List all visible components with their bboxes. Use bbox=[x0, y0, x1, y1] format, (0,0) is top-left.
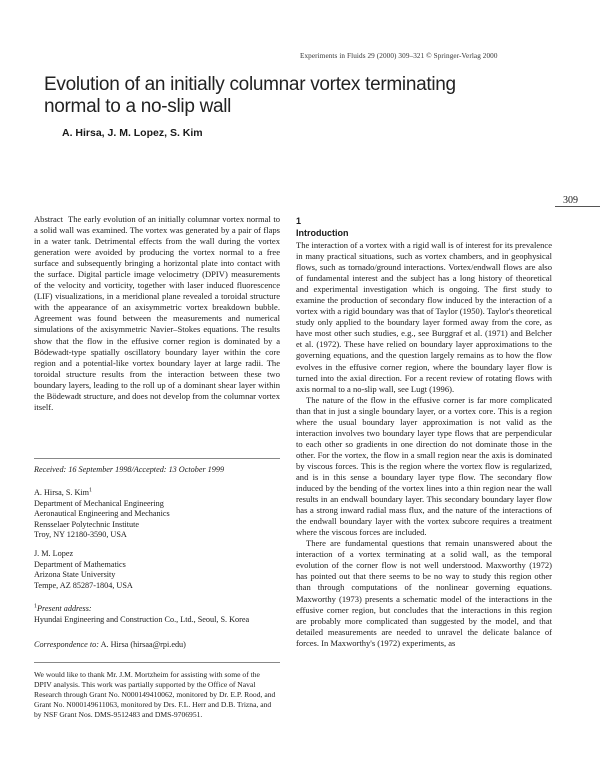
correspondence-text: A. Hirsa (hirsaa@rpi.edu) bbox=[100, 640, 186, 649]
affiliation-1-line: Troy, NY 12180-3590, USA bbox=[34, 530, 127, 540]
affiliation-1-sup: 1 bbox=[89, 487, 93, 494]
paragraph: The interaction of a vortex with a rigid wall is of interest for its prevalence in many practical situations, such as vortex chambers, and in geophysical flows, such as tornado/ground interactions. Vortex/endwall flows are also of fundamental interest and the subject has a long history of theoretical and experimental investigation which is ongoing. The first study to examine the production of secondary flow induced by the interaction of a vortex with a rigid boundary was that of Taylor (1950). Taylor's theoretical study only applied to the boundary layer formed away from the core, as have most other such studies, e.g., see Burggraf et al. (1971) and Belcher et al. (1972). These have relied on boundary layer approximations to the governing equations, and the question largely remains as to how the flow evolves in the effusive corner region, where the boundary layer flow is turned into the axial direction. For a recent review of rotating flows with axis normal to a no-slip wall, see Lugt (1996). bbox=[296, 240, 552, 394]
journal-citation: Experiments in Fluids 29 (2000) 309–321 © Springer-Verlag 2000 bbox=[300, 52, 498, 60]
affiliation-lopez bbox=[34, 549, 284, 591]
page-number-rule bbox=[555, 206, 600, 207]
affiliation-2-names: J. M. Lopez bbox=[34, 549, 74, 558]
affiliation-2-line: Department of Mathematics bbox=[34, 559, 126, 569]
affiliation-1-line: Department of Mechanical Engineering bbox=[34, 498, 164, 508]
page-number: 309 bbox=[563, 195, 578, 206]
affiliation-1-names: A. Hirsa, S. Kim bbox=[34, 488, 90, 497]
affiliation-1-line: Aeronautical Engineering and Mechanics bbox=[34, 509, 170, 519]
paragraph: There are fundamental questions that remain unanswered about the interaction of a vortex terminating at a solid wall, as the temporal evolution of the corner flow is not well understood. Maxworthy (1972) has pointed out that there seems to be no way to study this region other than through computations of the nonlinear governing equations. Maxworthy (1973) presents a schematic model of the interactions in the effusive corner region, but concludes that the interactions in this region are probably more complicated than suggested by the model, and that detailed measurements are needed to unravel the delicate balance of forces. In Maxworthy's (1972) experiments, as bbox=[296, 538, 552, 648]
present-address bbox=[34, 604, 284, 625]
correspondence-label: Correspondence to: bbox=[34, 640, 99, 649]
present-address-sup: 1 bbox=[34, 603, 37, 610]
paper-title-line-2: normal to a no-slip wall bbox=[44, 96, 232, 117]
present-address-text: Hyundai Engineering and Construction Co., Ltd., Seoul, S. Korea bbox=[34, 614, 250, 624]
correspondence bbox=[34, 640, 284, 651]
acknowledgment: We would like to thank Mr. J.M. Mortzheim for assisting with some of the DPIV analysis. This work was partially supported by the Office of Naval Research through Grant No. N000149410062, monitored by Dr. E.P. Rood, and Grant No. N000149611063, monitored by Drs. F.L. Herr and D.B. Trizna, and by NSF Grant Nos. DMS-9512483 and DMS-9706951. bbox=[34, 670, 276, 719]
received-dates: Received: 16 September 1998/Accepted: 13 October 1999 bbox=[34, 465, 225, 474]
abstract-divider bbox=[34, 458, 280, 459]
acknowledgment-divider bbox=[34, 662, 280, 663]
section-number: 1 bbox=[296, 216, 302, 226]
affiliation-2-line: Arizona State University bbox=[34, 570, 116, 580]
present-address-label: Present address: bbox=[37, 604, 92, 613]
author-list: A. Hirsa, J. M. Lopez, S. Kim bbox=[62, 127, 203, 139]
abstract-label: Abstract bbox=[34, 214, 63, 224]
section-title: Introduction bbox=[296, 228, 349, 238]
affiliation-hirsa-kim bbox=[34, 488, 284, 541]
introduction-body bbox=[296, 240, 552, 649]
abstract bbox=[34, 214, 280, 413]
abstract-text: The early evolution of an initially columnar vortex normal to a solid wall was examined. The vortex was generated by a pair of flaps in a water tank. Detrimental effects from the wall during the vortex generation were avoided by producing the vortex normal to a free surface and subsequently bringing a horizontal plate into contact with the surface. Digital particle image velocimetry (DPIV) measurements of the velocity and vorticity, together with laser induced fluorescence (LIF) visualizations, in a meridional plane revealed a toroidal structure with the appearance of an axisymmetric vortex breakdown bubble. Agreement was found between the measurements and numerical simulations of the axisymmetric Navier–Stokes equations. The results show that the flow in the effusive corner region is dominated by a Bödewadt-type spatially oscillatory boundary layer within the core region and a potential-like vortex boundary layer at large radii. The toroidal structure results from the interaction between these two boundary layers, leading to the roll up of a dominant shear layer within the Bödewadt structure, and does not develop from the columnar vortex itself. bbox=[34, 214, 280, 412]
paragraph: The nature of the flow in the effusive corner is far more complicated than that in just a single boundary layer, or a vortex core. This is a region where the usual boundary layer approximation is not valid as the interaction involves two boundary layer type flows that are perpendicular to each other so gradients in one direction do not dominate those in the other. For the vortex, the flow in a small region near the axis is dominated by viscous forces. This is the region where the vortex flow is regularized, and is in this sense a boundary layer type flow. The secondary flow induced by the bending of the vortex lines into a thin region near the wall results in an endwall boundary layer. This secondary boundary layer flow has a strong inward radial mass flux, and the nature of the interactions of the endwall boundary layer with the vortex subcore requires a treatment where the viscous forces are included. bbox=[296, 394, 552, 538]
affiliation-1-line: Rensselaer Polytechnic Institute bbox=[34, 519, 140, 529]
affiliation-2-line: Tempe, AZ 85287-1804, USA bbox=[34, 580, 133, 590]
paper-title-line-1: Evolution of an initially columnar vortex terminating bbox=[44, 74, 456, 95]
